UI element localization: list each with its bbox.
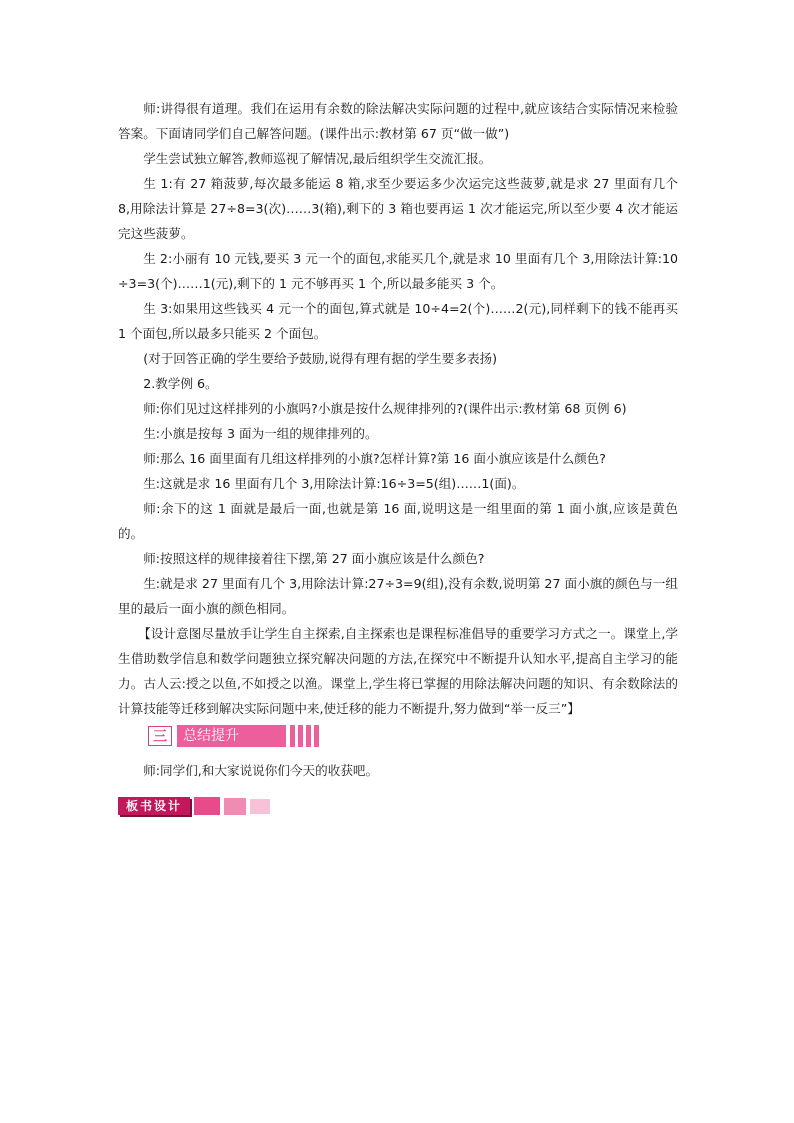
decor-square (194, 797, 220, 815)
section-number: 三 (148, 726, 172, 746)
paragraph: (对于回答正确的学生要给予鼓励,说得有理有据的学生要多表扬) (143, 351, 498, 366)
paragraph: 生 2:小丽有 10 元钱,要买 3 元一个的面包,求能买几个,就是求 10 里面有几个 3,用除法计算:10÷3=3(个)……1(元),剩下的 1 元不够再买 1 个,所以最多能买 3 个。 (118, 251, 678, 291)
paragraph: 学生尝试独立解答,教师巡视了解情况,最后组织学生交流汇报。 (143, 151, 492, 166)
decor-square (250, 799, 270, 814)
paragraph: 师:你们见过这样排列的小旗吗?小旗是按什么规律排列的?(课件出示:教材第 68 页例 6) (143, 401, 627, 416)
board-design-header (118, 796, 270, 816)
closing-paragraph (118, 758, 678, 783)
paragraph: 师:按照这样的规律接着往下摆,第 27 面小旗应该是什么颜色? (143, 551, 485, 566)
paragraph: 生:就是求 27 里面有几个 3,用除法计算:27÷3=9(组),没有余数,说明第 27 面小旗的颜色与一组里的最后一面小旗的颜色相同。 (118, 576, 678, 616)
decor-square (224, 798, 246, 815)
lesson-body (118, 96, 678, 721)
paragraph: 师:那么 16 面里面有几组这样排列的小旗?怎样计算?第 16 面小旗应该是什么颜色? (143, 451, 606, 466)
paragraph: 生 3:如果用这些钱买 4 元一个的面包,算式就是 10÷4=2(个)……2(元),同样剩下的钱不能再买 1 个面包,所以最多只能买 2 个面包。 (118, 301, 678, 341)
board-design-label: 板书设计 (118, 797, 190, 815)
section-stripes-decoration (290, 725, 322, 747)
paragraph: 师:余下的这 1 面就是最后一面,也就是第 16 面,说明这是一组里面的第 1 面小旗,应该是黄色的。 (118, 501, 678, 541)
paragraph: 师:同学们,和大家说说你们今天的收获吧。 (143, 763, 379, 778)
paragraph: 师:讲得很有道理。我们在运用有余数的除法解决实际问题的过程中,就应该结合实际情况来检验答案。下面请同学们自己解答问题。(课件出示:教材第 67 页“做一做”) (118, 101, 678, 141)
section-title: 总结提升 (174, 725, 286, 747)
paragraph: 生 1:有 27 箱菠萝,每次最多能运 8 箱,求至少要运多少次运完这些菠萝,就是求 27 里面有几个 8,用除法计算是 27÷8=3(次)……3(箱),剩下的 3 箱也要再运 1 次才能运完,所以至少要 4 次才能运完这些菠萝。 (118, 176, 678, 241)
section-header-summary (148, 725, 338, 747)
paragraph: 生:这就是求 16 里面有几个 3,用除法计算:16÷3=5(组)……1(面)。 (143, 476, 525, 491)
paragraph: 生:小旗是按每 3 面为一组的规律排列的。 (143, 426, 378, 441)
design-intent-note: 【设计意图尽量放手让学生自主探索,自主探索也是课程标准倡导的重要学习方式之一。课堂上,学生借助数学信息和数学问题独立探究解决问题的方法,在探究中不断提升认知水平,提高自主学习的能力。古人云:授之以鱼,不如授之以渔。课堂上,学生将已掌握的用除法解决问题的知识、有余数除法的计算技能等迁移到解决实际问题中来,使迁移的能力不断提升,努力做到“举一反三”】 (118, 626, 678, 716)
paragraph: 2.教学例 6。 (143, 376, 218, 391)
